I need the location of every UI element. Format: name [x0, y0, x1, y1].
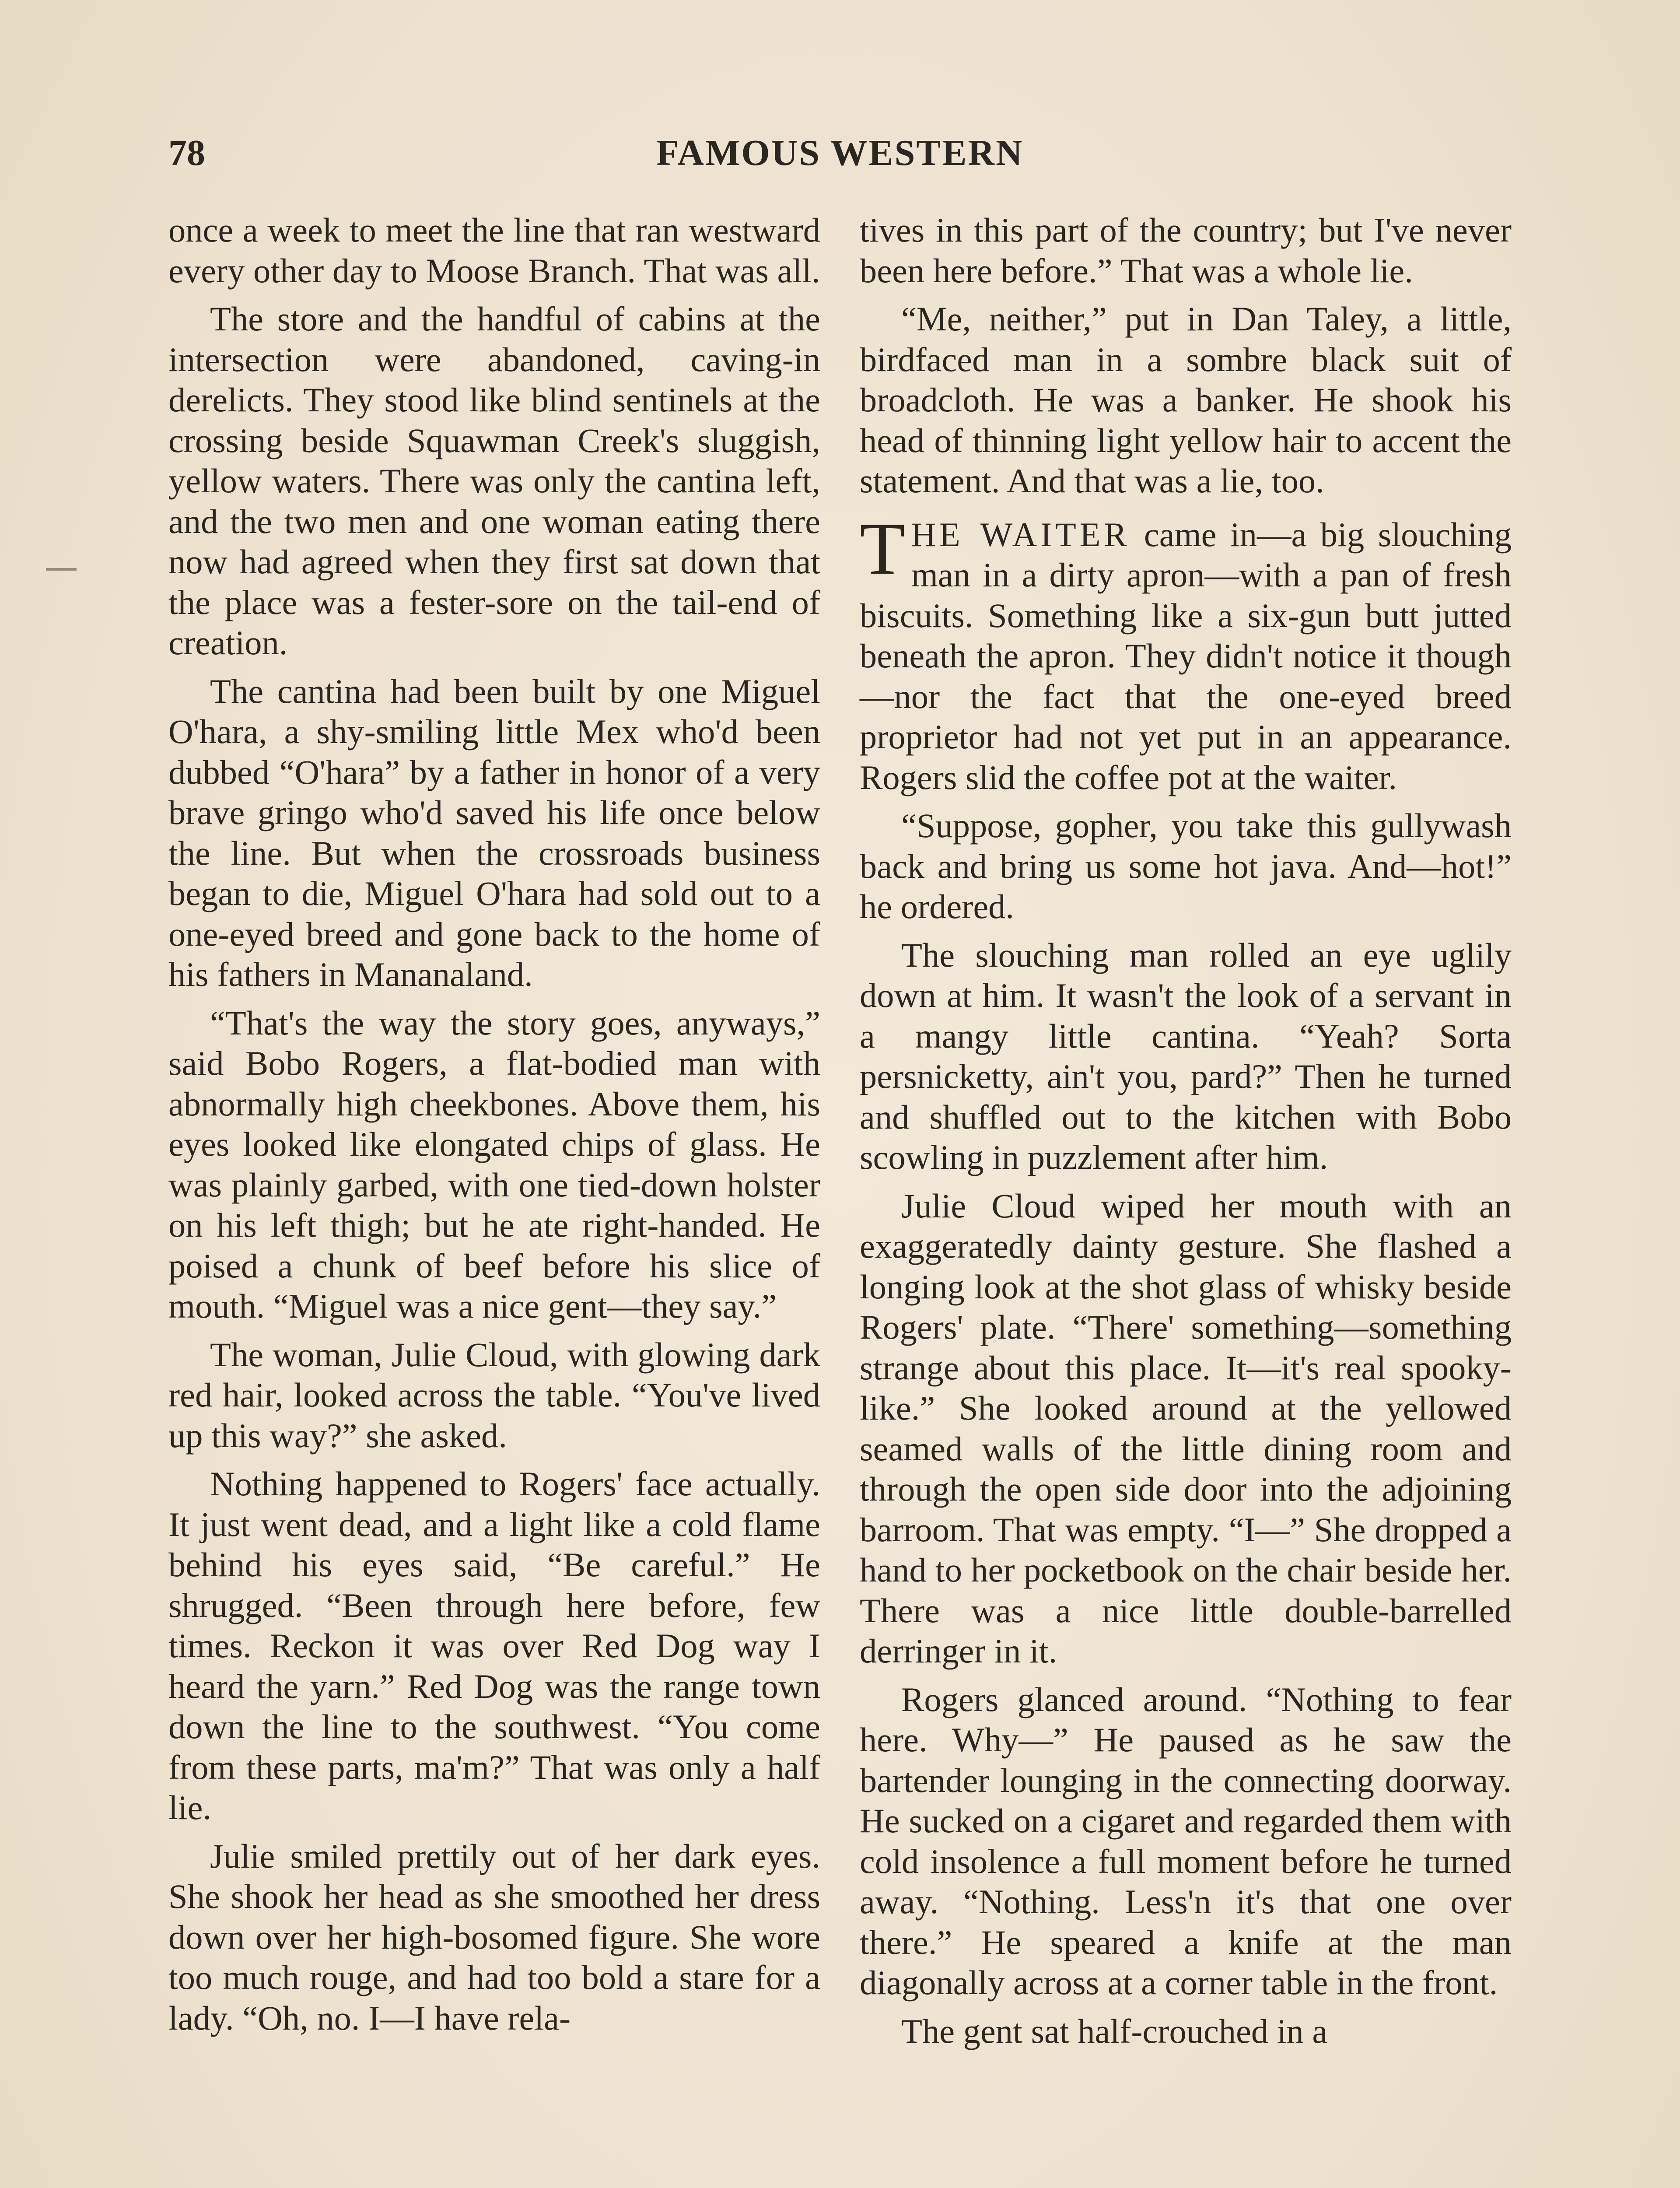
paragraph: “That's the way the story goes, anyways,” said Bobo Rogers, a flat-bodied man with abnormally high cheekbones. Above them, his eyes looked like elongated chips of glass. He was plainly garbed, with one tied-down holster on his left thigh; but he ate right-handed. He poised a chunk of beef before his slice of mouth. “Miguel was a nice gent—they say.”	[168, 1003, 820, 1325]
paragraph: once a week to meet the line that ran westward every other day to Moose Branch. That was all.	[168, 211, 820, 290]
drop-cap: T	[860, 507, 905, 590]
paragraph: Nothing happened to Rogers' face actually. It just went dead, and a light like a cold flame behind his eyes said, “Be careful.” He shrugged. “Been through here before, few times. Reckon it was over Red Dog way I heard the yarn.” Red Dog was the range town down the line to the southwest. “You come from these parts, ma'm?” That was only a half lie.	[168, 1465, 820, 1827]
paragraph: “Me, neither,” put in Dan Taley, a little, birdfaced man in a sombre black suit of broadcloth. He was a banker. He shook his head of thinning light yellow hair to accent the statement. And that was a lie, too.	[860, 300, 1512, 500]
left-column	[168, 210, 820, 2046]
paragraph: The slouching man rolled an eye uglily down at him. It wasn't the look of a servant in a mangy little cantina. “Yeah? Sorta persnicketty, ain't you, pard?” Then he turned and shuffled out to the kitchen with Bobo scowling in puzzlement after him.	[860, 936, 1512, 1176]
paragraph: Julie Cloud wiped her mouth with an exaggeratedly dainty gesture. She flashed a longing look at the shot glass of whisky beside Rogers' plate. “There' something—something strange about this place. It—it's real spooky-like.” She looked around at the yellowed seamed walls of the little dining room and through the open side door into the adjoining barroom. That was empty. “I—” She dropped a hand to her pocketbook on the chair beside her. There was a nice little double-barrelled derringer in it.	[860, 1186, 1512, 1670]
right-column	[860, 210, 1512, 2059]
paragraph: The store and the handful of cabins at the intersection were abandoned, caving-in derelicts. They stood like blind sentinels at the crossing beside Squawman Creek's sluggish, yellow waters. There was only the cantina left, and the two men and one woman eating there now had agreed when they first sat down that the place was a fester-sore on the tail-end of creation.	[168, 300, 820, 662]
small-caps-lead: HE WAITER	[911, 515, 1130, 554]
paragraph: Julie smiled prettily out of her dark eyes. She shook her head as she smoothed her dress down over her high-bosomed figure. She wore too much rouge, and had too bold a stare for a lady. “Oh, no. I—I have rela-	[168, 1837, 820, 2037]
margin-mark	[46, 568, 77, 571]
page-header	[168, 127, 1512, 179]
paragraph-text: came in—a big slouching man in a dirty apron—with a pan of fresh biscuits. Something like a six-gun butt jutted beneath the apron. They didn't notice it though—nor the fact that the one-eyed breed proprietor had not yet put in an appearance. Rogers slid the coffee pot at the waiter.	[860, 515, 1512, 796]
section-break-paragraph	[860, 507, 1512, 798]
paragraph: tives in this part of the country; but I've never been here before.” That was a whole lie.	[860, 211, 1512, 290]
page-number: 78	[168, 133, 205, 173]
paragraph: The cantina had been built by one Miguel O'hara, a shy-smiling little Mex who'd been dubbed “O'hara” by a father in honor of a very brave gringo who'd saved his life once below the line. But when the crossroads business began to die, Miguel O'hara had sold out to a one-eyed breed and gone back to the home of his fathers in Mananaland.	[168, 672, 820, 993]
running-head: FAMOUS WESTERN	[656, 133, 1024, 173]
paragraph: “Suppose, gopher, you take this gullywash back and bring us some hot java. And—hot!” he ordered.	[860, 806, 1512, 926]
paragraph: The gent sat half-crouched in a	[901, 2012, 1328, 2050]
paragraph: The woman, Julie Cloud, with glowing dark red hair, looked across the table. “You've lived up this way?” she asked.	[168, 1335, 820, 1455]
paragraph: Rogers glanced around. “Nothing to fear here. Why—” He paused as he saw the bartender lounging in the connecting doorway. He sucked on a cigaret and regarded them with cold insolence a full moment before he turned away. “Nothing. Less'n it's that one over there.” He speared a knife at the man diagonally across at a corner table in the front.	[860, 1680, 1512, 2002]
